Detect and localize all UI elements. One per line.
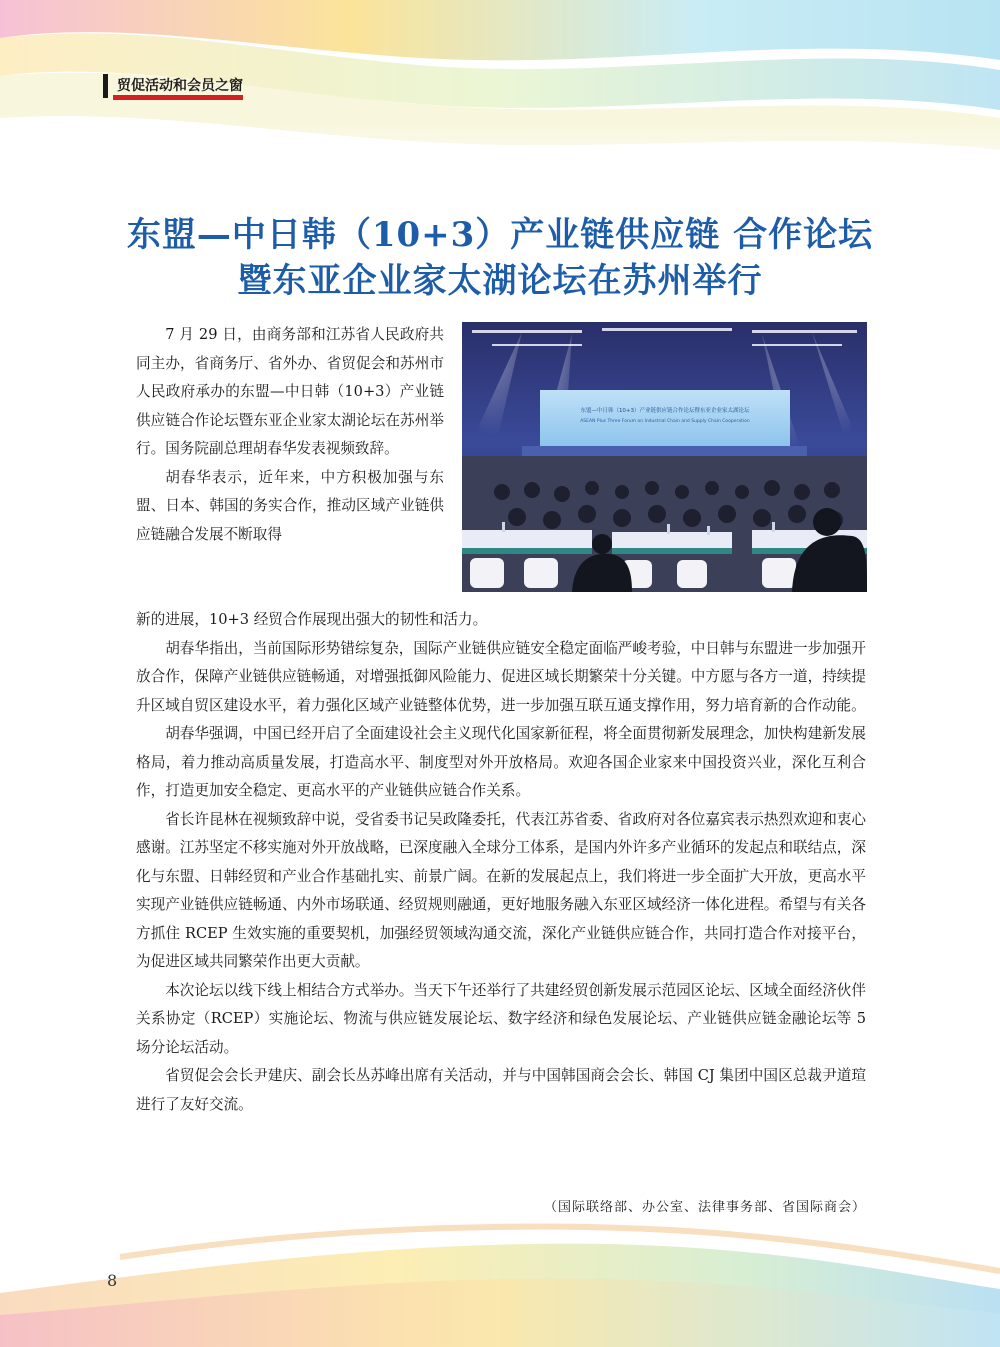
- article-credit: （国际联络部、办公室、法律事务部、省国际商会）: [543, 1200, 866, 1215]
- paragraph-7: 省贸促会会长尹建庆、副会长丛苏峰出席有关活动，并与中国韩国商会会长、韩国 CJ 集团中国区总裁尹道瑄进行了友好交流。: [136, 1067, 866, 1113]
- paragraph-6: 本次论坛以线下线上相结合方式举办。当天下午还举行了共建经贸创新发展示范园区论坛、区域全面经济伙伴关系协定（RCEP）实施论坛、物流与供应链发展论坛、数字经济和绿色发展论坛、产业链供应链金融论坛等 5 场分论坛活动。: [136, 981, 866, 1056]
- article-title-line2: 暨东亚企业家太湖论坛在苏州举行: [237, 261, 763, 301]
- section-label: 贸促活动和会员之窗: [117, 78, 243, 94]
- footer-swoosh-decoration: [0, 1197, 1000, 1347]
- paragraph-2-start: 胡春华表示，近年来，中方积极加强与东盟、日本、韩国的务实合作，推动区域产业链供应链融合发展不断取得: [136, 468, 444, 543]
- paragraph-5: 省长许昆林在视频致辞中说，受省委书记吴政隆委托，代表江苏省委、省政府对各位嘉宾表示热烈欢迎和衷心感谢。江苏坚定不移实施对外开放战略，已深度融入全球分工体系，是国内外许多产业循环的发起点和联结点，深化与东盟、日韩经贸和产业合作基础扎实、前景广阔。在新的发展起点上，我们将进一步全面扩大开放，更高水平实现产业链供应链畅通、内外市场联通、经贸规则融通，更好地服务融入东亚区域经济一体化进程。希望与有关各方抓住 RCEP 生效实施的重要契机，加强经贸领域沟通交流，深化产业链供应链合作，共同打造合作对接平台，为促进区域共同繁荣作出更大贡献。: [136, 810, 866, 970]
- conference-hall-image: [462, 322, 867, 592]
- article-title-line1: 东盟—中日韩（10+3）产业链供应链 合作论坛: [126, 215, 874, 255]
- section-underline: [113, 95, 243, 100]
- section-bar: [103, 74, 108, 98]
- screen-subtitle: ASEAN Plus Three Forum on Industrial Chain and Supply Chain Cooperation: [580, 419, 750, 424]
- paragraph-1: 7 月 29 日，由商务部和江苏省人民政府共同主办，省商务厅、省外办、省贸促会和苏州市人民政府承办的东盟—中日韩（10+3）产业链供应链合作论坛暨东亚企业家太湖论坛在苏州举行。国务院副总理胡春华发表视频致辞。: [136, 326, 444, 457]
- paragraph-4: 胡春华强调，中国已经开启了全面建设社会主义现代化国家新征程，将全面贯彻新发展理念，加快构建新发展格局，着力推动高质量发展，打造高水平、制度型对外开放格局。欢迎各国企业家来中国投资兴业，深化互利合作，打造更加安全稳定、更高水平的产业链供应链合作关系。: [136, 725, 866, 799]
- paragraph-3: 胡春华指出，当前国际形势错综复杂，国际产业链供应链安全稳定面临严峻考验，中日韩与东盟进一步加强开放合作，保障产业链供应链畅通，对增强抵御风险能力、促进区域长期繁荣十分关键。中方愿与各方一道，持续提升区域自贸区建设水平，着力强化区域产业链整体优势，进一步加强互联互通支撑作用，努力培育新的合作动能。: [136, 639, 866, 714]
- article-intro-column: [136, 321, 444, 549]
- page-number: 8: [107, 1271, 118, 1290]
- screen-title: 东盟—中日韩（10+3）产业链供应链合作论坛暨东亚企业家太湖论坛: [580, 408, 750, 414]
- forum-photo: [462, 322, 867, 592]
- article-body: [136, 606, 866, 1119]
- paragraph-2-end: 新的进展，10+3 经贸合作展现出强大的韧性和活力。: [136, 611, 488, 628]
